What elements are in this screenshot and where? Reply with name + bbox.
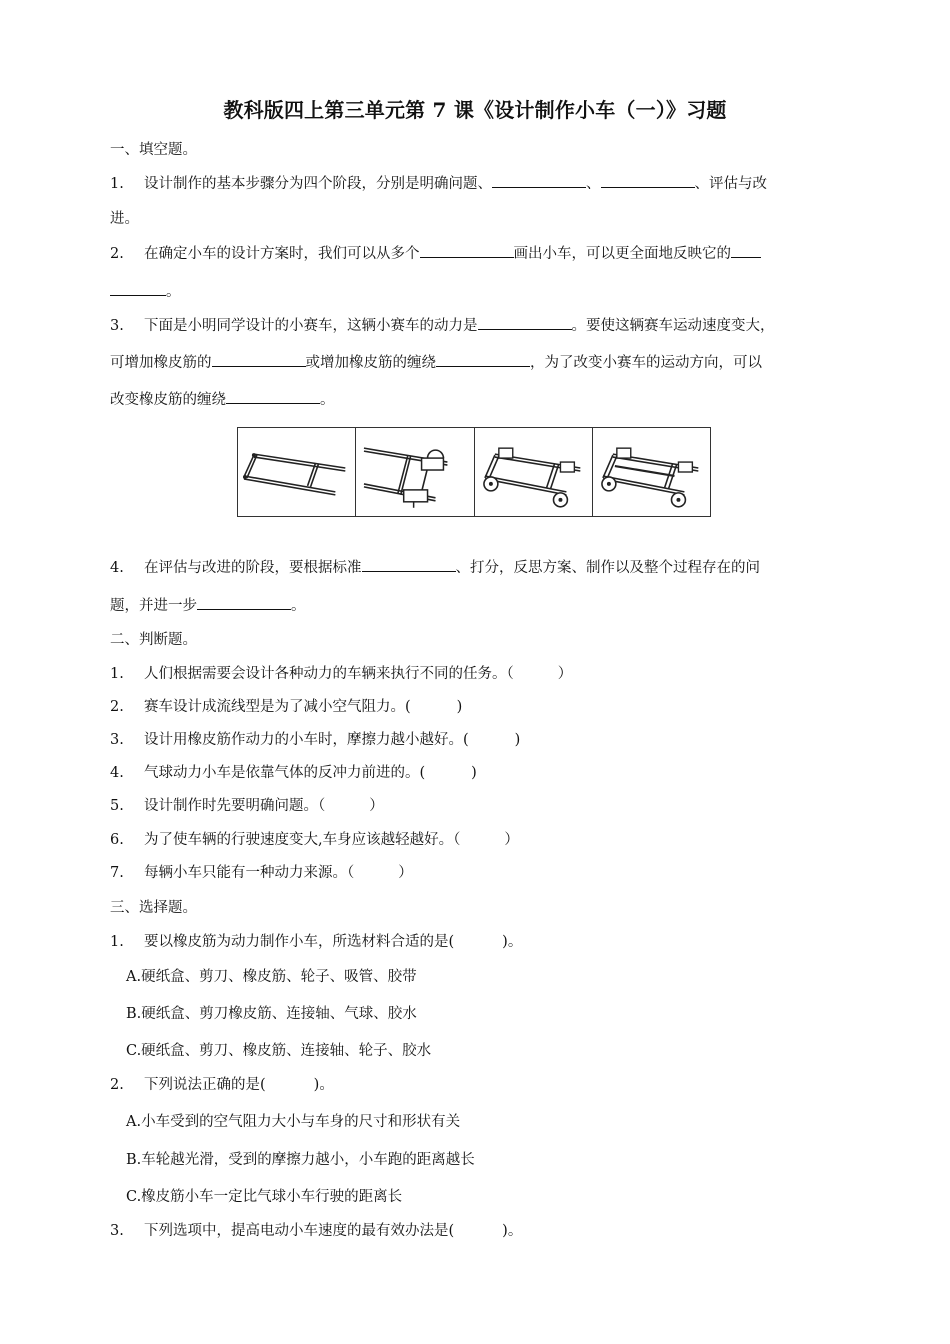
answer-blank[interactable]: [212, 352, 306, 367]
fill-question-3: [110, 315, 850, 336]
period: 。: [291, 598, 306, 614]
car-frame-step-1-image: [238, 428, 356, 516]
race-car-illustration: [237, 427, 711, 517]
close-paren: )。: [313, 1077, 334, 1093]
question-number: 3.: [110, 732, 124, 748]
choice-option-c[interactable]: C.硬纸盒、剪刀、橡皮筋、连接轴、轮子、胶水: [126, 1043, 432, 1059]
question-text: 。要使这辆赛车运动速度变大，: [571, 318, 775, 334]
question-text: 人们根据需要会设计各种动力的车辆来执行不同的任务。（: [144, 666, 514, 682]
close-paren: ）: [557, 666, 573, 682]
fill-question-2-continued: [110, 281, 850, 302]
question-text: 在评估与改进的阶段，要根据标准: [144, 560, 362, 576]
choice-option-b[interactable]: B.车轮越光滑，受到的摩擦力越小，小车跑的距离越长: [126, 1152, 475, 1168]
choice-option-c[interactable]: C.橡皮筋小车一定比气球小车行驶的距离长: [126, 1189, 403, 1205]
question-text: 设计制作时先要明确问题。（: [144, 798, 326, 814]
judge-item: [110, 763, 850, 783]
fill-question-4: [110, 557, 850, 578]
question-number: 5.: [110, 798, 124, 814]
section-heading-fill-blank: 一、填空题。: [110, 142, 197, 158]
question-number: 1.: [110, 176, 124, 192]
choice-option-a[interactable]: A.小车受到的空气阻力大小与车身的尺寸和形状有关: [126, 1114, 461, 1130]
close-paren: ）: [504, 832, 519, 848]
fill-question-1-continued: 进。: [110, 211, 139, 227]
judge-item: [110, 664, 850, 684]
page-title: 教科版四上第三单元第 7 课《设计制作小车（一）》习题: [223, 98, 727, 122]
answer-blank[interactable]: [197, 595, 291, 610]
fill-question-3-line-3: [110, 389, 850, 410]
close-paren: ): [471, 765, 477, 781]
question-text: 下列说法正确的是(: [144, 1077, 266, 1093]
car-frame-step-4-drawing: [593, 428, 710, 516]
close-paren: ): [514, 732, 521, 748]
question-number: 2.: [110, 1077, 124, 1093]
car-frame-step-3-image: [475, 428, 593, 516]
choice-question-3: [110, 1221, 850, 1241]
car-frame-step-2-drawing: [356, 428, 473, 516]
question-text: 赛车设计成流线型是为了减小空气阻力。(: [144, 699, 411, 715]
answer-blank[interactable]: [420, 243, 514, 258]
question-text: 要以橡皮筋为动力制作小车，所选材料合适的是(: [144, 934, 455, 950]
separator: 、: [586, 176, 601, 192]
close-paren: ): [456, 699, 463, 715]
question-text: 为了使车辆的行驶速度变大,车身应该越轻越好。（: [144, 832, 461, 848]
choice-question-1: [110, 932, 850, 952]
car-frame-step-3-drawing: [475, 428, 592, 516]
question-number: 1.: [110, 934, 124, 950]
period: 。: [166, 284, 181, 300]
answer-blank[interactable]: [601, 173, 695, 188]
choice-question-2: [110, 1075, 850, 1095]
question-text: 、评估与改: [694, 176, 767, 192]
fill-question-1: [110, 173, 850, 194]
question-text: 可增加橡皮筋的: [110, 355, 212, 371]
question-text: 气球动力小车是依靠气体的反冲力前进的。(: [144, 765, 426, 781]
question-number: 2.: [110, 699, 124, 715]
question-number: 4.: [110, 765, 124, 781]
question-text: ，为了改变小赛车的运动方向，可以: [530, 355, 762, 371]
close-paren: )。: [502, 934, 523, 950]
answer-blank[interactable]: [226, 389, 320, 404]
choice-option-a[interactable]: A.硬纸盒、剪刀、橡皮筋、轮子、吸管、胶带: [126, 969, 417, 985]
car-frame-step-4-image: [593, 428, 710, 516]
answer-blank[interactable]: [110, 281, 166, 296]
question-number: 2.: [110, 246, 124, 262]
question-number: 3.: [110, 318, 124, 334]
question-text: 改变橡皮筋的缠绕: [110, 392, 226, 408]
answer-blank[interactable]: [362, 557, 456, 572]
judge-item: [110, 697, 850, 717]
answer-blank[interactable]: [436, 352, 530, 367]
question-text: 、打分，反思方案、制作以及整个过程存在的问: [455, 560, 760, 576]
close-paren: ）: [369, 798, 384, 814]
car-frame-step-1-drawing: [238, 428, 355, 516]
question-number: 7.: [110, 865, 124, 881]
answer-blank[interactable]: [731, 243, 761, 258]
choice-option-b[interactable]: B.硬纸盒、剪刀橡皮筋、连接轴、气球、胶水: [126, 1006, 417, 1022]
question-text: 画出小车，可以更全面地反映它的: [513, 246, 731, 262]
car-frame-step-2-image: [356, 428, 474, 516]
judge-item: [110, 830, 850, 850]
answer-blank[interactable]: [492, 173, 586, 188]
judge-item: [110, 863, 850, 883]
section-heading-multiple-choice: 三、选择题。: [110, 900, 197, 916]
question-text: 下面是小明同学设计的小赛车，这辆小赛车的动力是: [144, 318, 478, 334]
question-number: 1.: [110, 666, 124, 682]
section-heading-true-false: 二、判断题。: [110, 632, 197, 648]
question-number: 6.: [110, 832, 124, 848]
question-text: 题，并进一步: [110, 598, 197, 614]
question-text: 下列选项中，提高电动小车速度的最有效办法是(: [144, 1223, 455, 1239]
question-text: 或增加橡皮筋的缠绕: [305, 355, 436, 371]
question-number: 4.: [110, 560, 124, 576]
fill-question-3-line-2: [110, 352, 850, 373]
question-number: 3.: [110, 1223, 124, 1239]
question-text: 在确定小车的设计方案时，我们可以从多个: [144, 246, 420, 262]
question-text: 设计制作的基本步骤分为四个阶段，分别是明确问题、: [144, 176, 492, 192]
question-text: 每辆小车只能有一种动力来源。（: [144, 865, 355, 881]
period: 。: [320, 392, 335, 408]
close-paren: )。: [502, 1223, 523, 1239]
question-text: 设计用橡皮筋作动力的小车时，摩擦力越小越好。(: [144, 732, 469, 748]
close-paren: ）: [398, 865, 413, 881]
fill-question-4-line-2: [110, 595, 850, 616]
answer-blank[interactable]: [478, 315, 572, 330]
judge-item: [110, 730, 850, 750]
judge-item: [110, 796, 850, 816]
fill-question-2: [110, 243, 850, 264]
